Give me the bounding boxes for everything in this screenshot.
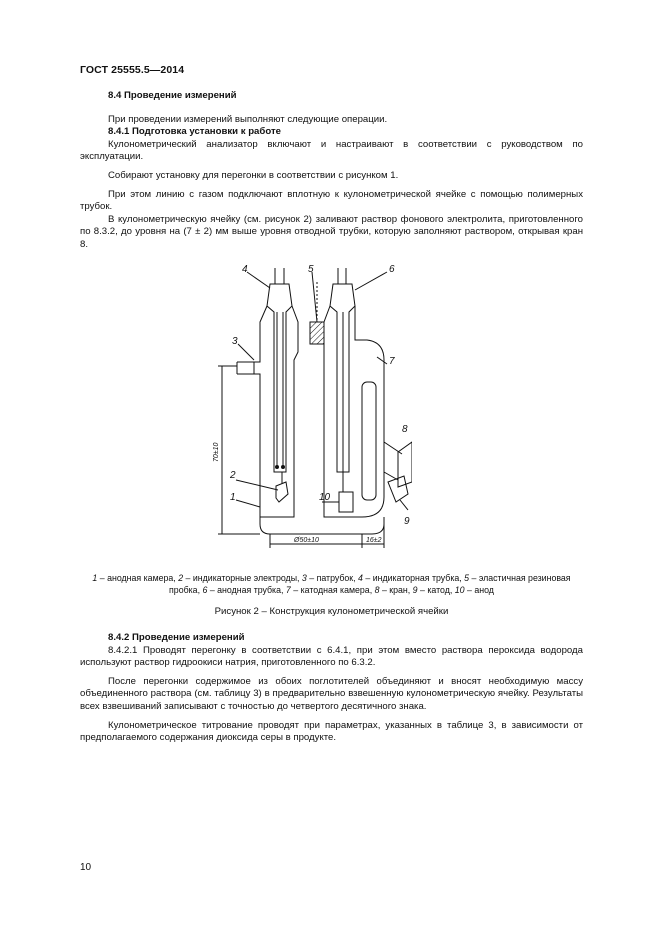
paragraph: Собирают установку для перегонки в соответствии с рисунком 1.	[108, 169, 399, 181]
section-8-4	[80, 90, 583, 252]
legend-item: 3 – патрубок,	[301, 573, 359, 583]
legend-item: 6 – анодная трубка,	[202, 584, 286, 595]
section-title-8-4-1: 8.4.1 Подготовка установки к работе	[108, 126, 281, 138]
legend-item: 2 – индикаторные электроды,	[178, 573, 302, 583]
paragraph: 8.4.2.1 Проводят перегонку в соответствии с 6.4.1, при этом вместо раствора пероксида водорода используют раствор гидроокиси натрия, приготовленного по 6.3.2.	[80, 644, 583, 669]
section-8-4-2	[80, 632, 583, 745]
section-title-8-4: 8.4 Проведение измерений	[108, 90, 237, 101]
dimension-height: 70±10	[213, 442, 220, 462]
dimension-side: 16±2	[366, 537, 382, 544]
figure-label-2: 2	[230, 470, 236, 481]
figure-label-8: 8	[402, 424, 408, 435]
figure-label-6: 6	[389, 264, 395, 275]
paragraph: Кулонометрический анализатор включают и настраивают в соответствии с руководством по эксплуатации.	[80, 138, 583, 163]
paragraph: При этом линию с газом подключают вплотную к кулонометрической ячейке с помощью полимерных трубок.	[80, 188, 583, 213]
legend-item: 10 – анод	[454, 584, 494, 595]
legend-item: 7 – катодная камера,	[285, 584, 375, 595]
coulometric-cell-figure	[212, 262, 412, 552]
figure-title: Рисунок 2 – Конструкция кулонометрической ячейки	[214, 606, 449, 617]
paragraph: Кулонометрическое титрование проводят при параметрах, указанных в таблице 3, в зависимости от предполагаемого содержания диоксида серы в продукте.	[80, 719, 583, 744]
figure-label-3: 3	[232, 336, 238, 347]
standard-header: ГОСТ 25555.5—2014	[80, 64, 185, 76]
paragraph: В кулонометрическую ячейку (см. рисунок 2) заливают раствор фонового электролита, приготовленного по 8.3.2, до уровня на (7 ± 2) мм выше уровня отводной трубки, которую заполняют раствором, открывая кран 8.	[80, 213, 583, 250]
figure-label-7: 7	[389, 356, 395, 367]
paragraph-intro: При проведении измерений выполняют следующие операции.	[108, 113, 388, 125]
legend-item: 4 – индикаторная трубка,	[358, 573, 465, 583]
figure-label-5: 5	[308, 264, 314, 275]
legend-item: 8 – кран,	[374, 584, 413, 595]
legend-item: 1 – анодная камера,	[92, 573, 179, 583]
section-title-8-4-2: 8.4.2 Проведение измерений	[108, 632, 245, 643]
dimension-diameter: Ø50±10	[294, 537, 319, 544]
paragraph: После перегонки содержимое из обоих поглотителей объединяют и вносят необходимую массу объединенного раствора (см. таблицу 3) в предварительно взвешенную кулонометрическую ячейку. Результаты всех взвешиваний записывают с точностью до четвертого десятичного знака.	[80, 675, 583, 712]
figure-label-9: 9	[404, 516, 410, 527]
figure-label-10: 10	[319, 492, 331, 503]
page-number: 10	[80, 862, 92, 873]
legend-item: 9 – катод,	[412, 584, 455, 595]
figure-label-4: 4	[242, 264, 248, 275]
figure-label-1: 1	[230, 492, 236, 503]
figure-legend	[80, 573, 583, 596]
legend-item: 5 – эластичная резиновая пробка,	[169, 573, 571, 595]
